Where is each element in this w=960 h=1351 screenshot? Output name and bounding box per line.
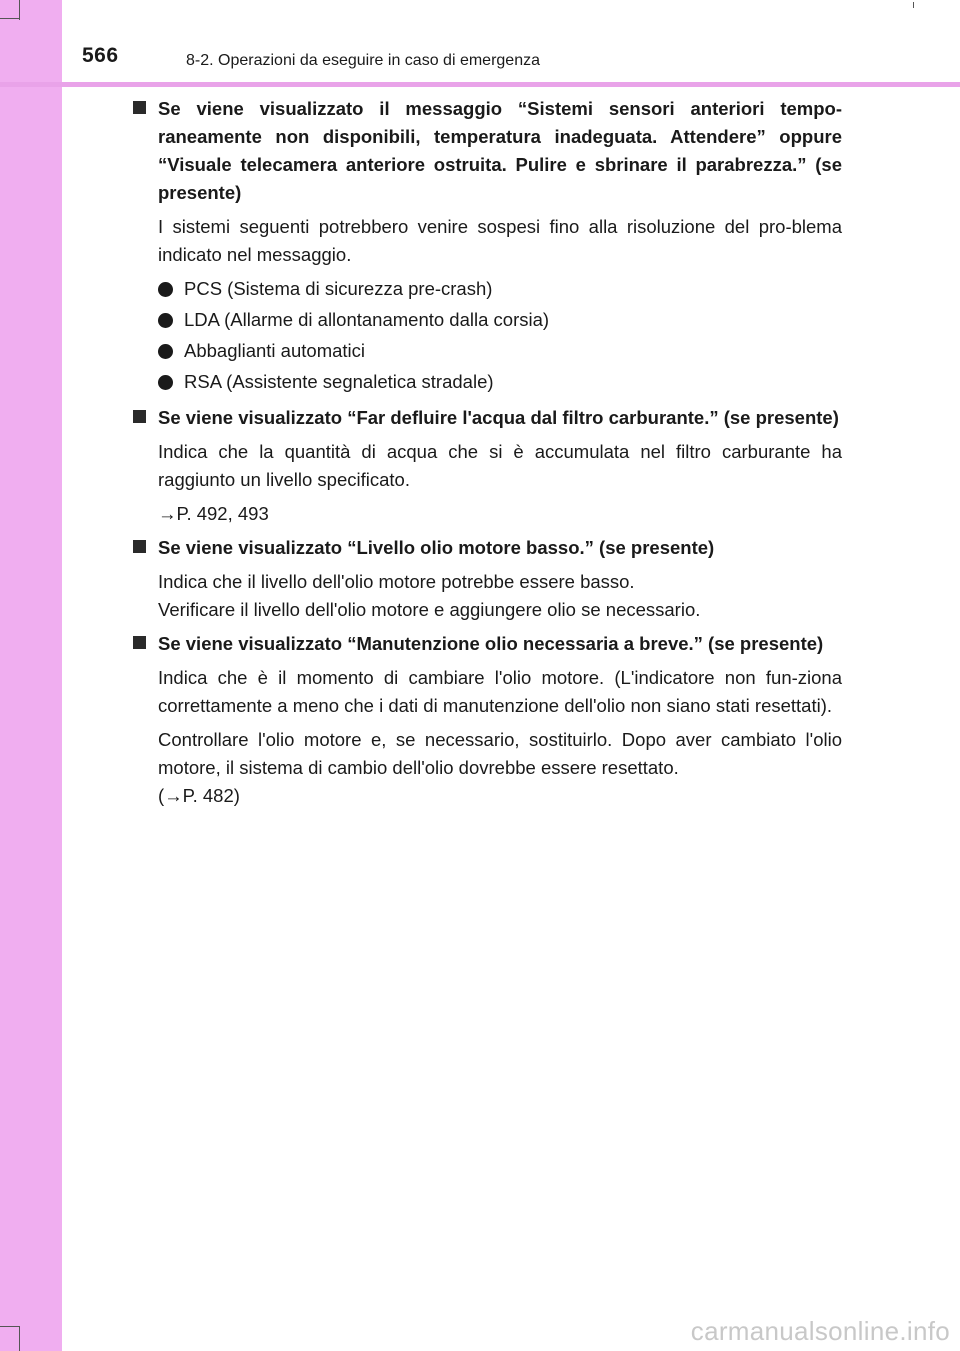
- list-item: PCS (Sistema di sicurezza pre-crash): [158, 275, 842, 303]
- watermark-text: carmanualsonline.info: [690, 1316, 950, 1346]
- round-bullet-icon: [158, 344, 173, 359]
- list-item: RSA (Assistente segnaletica stradale): [158, 368, 842, 396]
- round-bullet-icon: [158, 313, 173, 328]
- section-front-sensors: [133, 95, 842, 396]
- section-body: I sistemi seguenti potrebbero venire sospesi fino alla risoluzione del pro-blema indicato nel messaggio.: [158, 216, 842, 265]
- section-engine-oil-low: [133, 534, 842, 624]
- section-heading: Se viene visualizzato “Manutenzione olio necessaria a breve.” (se presente): [158, 633, 824, 654]
- square-bullet-icon: [133, 540, 146, 553]
- page-reference: →P. 492, 493: [158, 503, 269, 524]
- crop-mark: [19, 1326, 20, 1351]
- page-sidebar: [0, 0, 62, 1351]
- crop-mark: [0, 1326, 20, 1327]
- page-number: 566: [82, 44, 119, 67]
- content-body: [133, 95, 842, 816]
- round-bullet-icon: [158, 375, 173, 390]
- page-reference: (→P. 482): [158, 785, 240, 806]
- section-body: Indica che la quantità di acqua che si è accumulata nel filtro carburante ha raggiunto un livello specificato.: [158, 441, 842, 490]
- section-heading: Se viene visualizzato “Livello olio motore basso.” (se presente): [158, 537, 715, 558]
- crop-mark: [19, 0, 20, 20]
- section-heading: Se viene visualizzato “Far defluire l'acqua dal filtro carburante.” (se presente): [158, 407, 839, 428]
- header-rule: [0, 82, 960, 87]
- section-fuel-filter-water: [133, 404, 842, 528]
- list-item: LDA (Allarme di allontanamento dalla corsia): [158, 306, 842, 334]
- section-body-line: Indica che il livello dell'olio motore potrebbe essere basso.: [158, 571, 635, 592]
- section-body: Indica che è il momento di cambiare l'olio motore. (L'indicatore non fun-ziona correttamente a meno che i dati di manutenzione dell'olio non siano stati resettati).: [158, 667, 842, 716]
- section-oil-maintenance: [133, 630, 842, 810]
- crop-mark: [0, 18, 20, 19]
- round-bullet-icon: [158, 282, 173, 297]
- square-bullet-icon: [133, 410, 146, 423]
- square-bullet-icon: [133, 636, 146, 649]
- square-bullet-icon: [133, 101, 146, 114]
- section-title: 8-2. Operazioni da eseguire in caso di emergenza: [186, 52, 540, 69]
- section-body-line: Verificare il livello dell'olio motore e aggiungere olio se necessario.: [158, 599, 701, 620]
- crop-mark: [913, 2, 914, 8]
- section-heading: Se viene visualizzato il messaggio “Sistemi sensori anteriori tempo-raneamente non disponibili, temperatura inadeguata. Attendere” oppure “Visuale telecamera anteriore ostruita. Pulire e sbrinare il parabrezza.” (se presente): [158, 98, 842, 203]
- list-item: Abbaglianti automatici: [158, 337, 842, 365]
- section-body: Controllare l'olio motore e, se necessario, sostituirlo. Dopo aver cambiato l'olio motore, il sistema di cambio dell'olio dovrebbe essere resettato.: [158, 729, 842, 778]
